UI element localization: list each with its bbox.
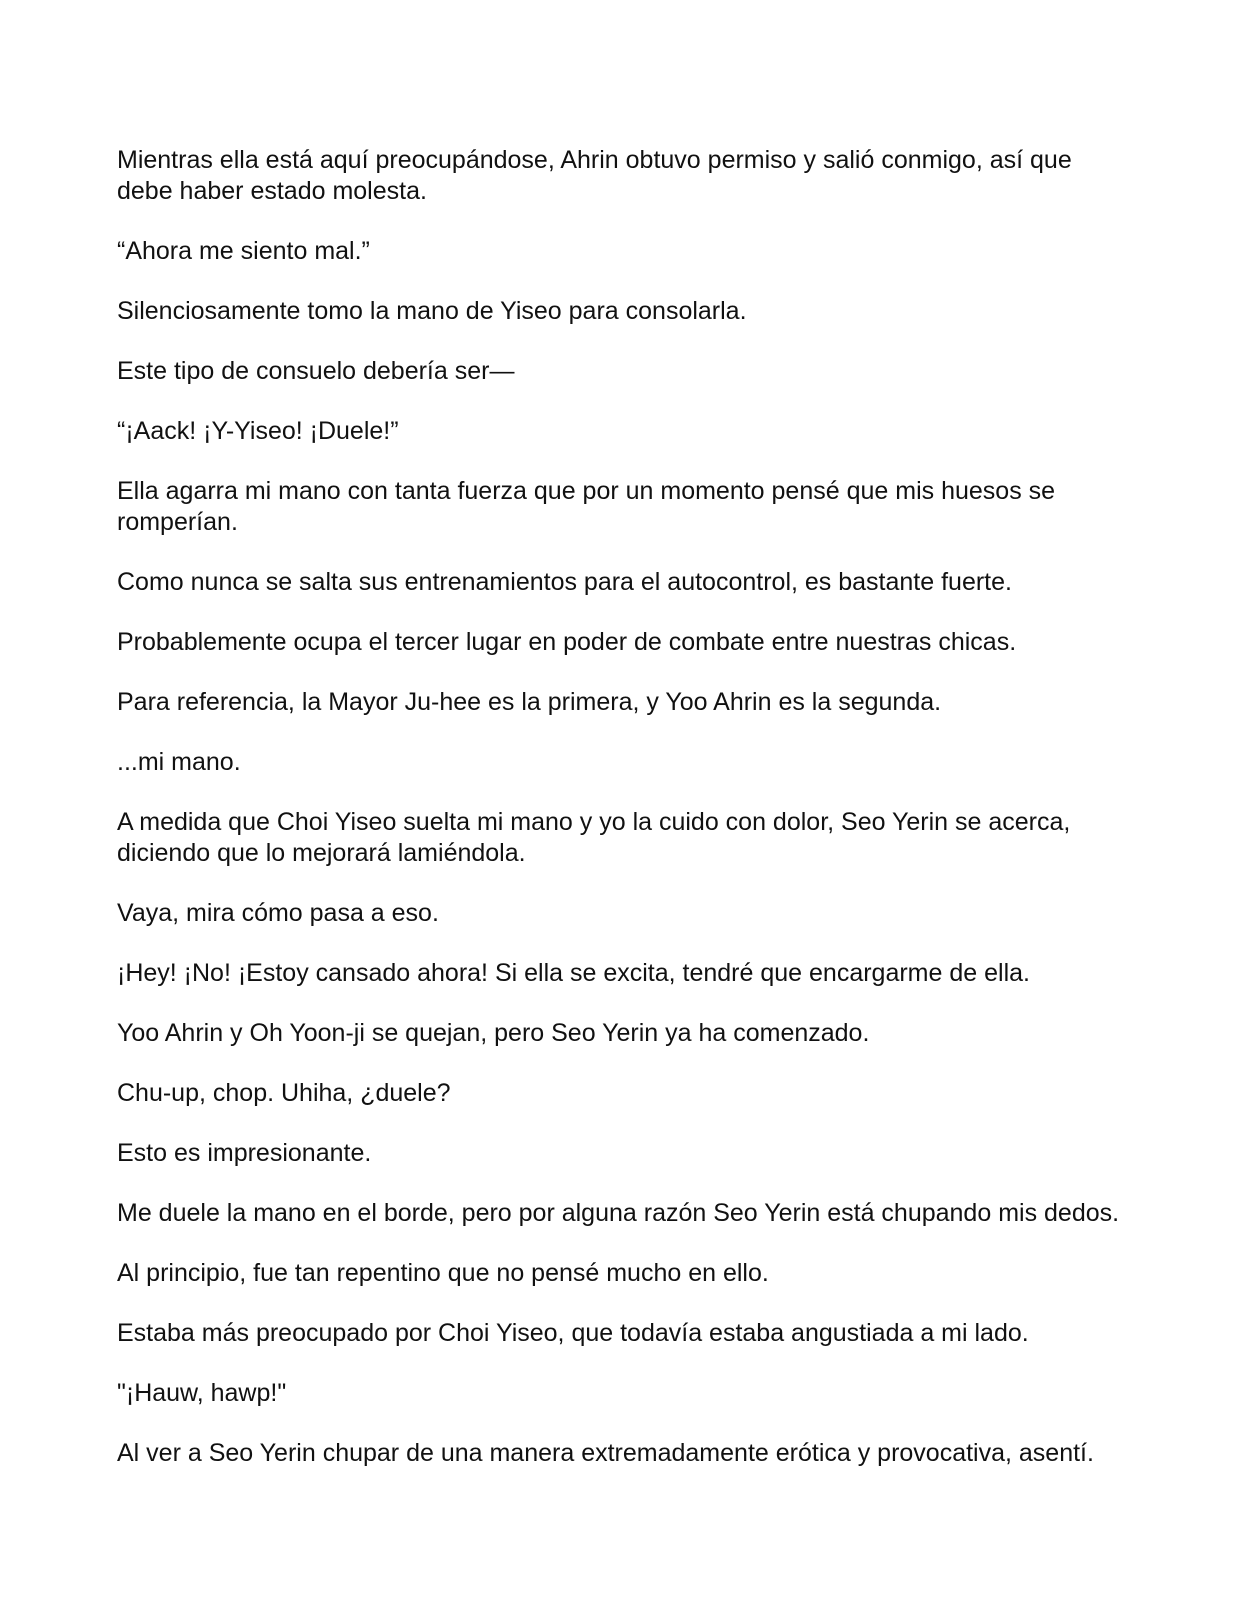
paragraph: ...mi mano. (117, 748, 241, 776)
paragraph: “¡Aack! ¡Y-Yiseo! ¡Duele!” (117, 417, 399, 445)
paragraph: Al principio, fue tan repentino que no pensé mucho en ello. (117, 1259, 769, 1287)
paragraph: Para referencia, la Mayor Ju-hee es la primera, y Yoo Ahrin es la segunda. (117, 688, 942, 716)
paragraph: Silenciosamente tomo la mano de Yiseo para consolarla. (117, 297, 747, 325)
paragraph: Chu-up, chop. Uhiha, ¿duele? (117, 1079, 451, 1107)
paragraph: Vaya, mira cómo pasa a eso. (117, 899, 439, 927)
paragraph: ¡Hey! ¡No! ¡Estoy cansado ahora! Si ella se excita, tendré que encargarme de ella. (117, 959, 1030, 987)
paragraph: Como nunca se salta sus entrenamientos para el autocontrol, es bastante fuerte. (117, 568, 1012, 596)
paragraph: Ella agarra mi mano con tanta fuerza que por un momento pensé que mis huesos se romperían. (117, 477, 1056, 536)
paragraph: "¡Hauw, hawp!" (117, 1379, 287, 1407)
body-text (117, 145, 1127, 1498)
paragraph: Estaba más preocupado por Choi Yiseo, que todavía estaba angustiada a mi lado. (117, 1319, 1029, 1347)
paragraph: Me duele la mano en el borde, pero por alguna razón Seo Yerin está chupando mis dedos. (117, 1199, 1120, 1227)
paragraph: Este tipo de consuelo debería ser— (117, 357, 515, 385)
paragraph: “Ahora me siento mal.” (117, 237, 370, 265)
paragraph: Al ver a Seo Yerin chupar de una manera extremadamente erótica y provocativa, asentí. (117, 1439, 1094, 1467)
paragraph: Probablemente ocupa el tercer lugar en poder de combate entre nuestras chicas. (117, 628, 1017, 656)
paragraph: Esto es impresionante. (117, 1139, 372, 1167)
paragraph: Yoo Ahrin y Oh Yoon-ji se quejan, pero Seo Yerin ya ha comenzado. (117, 1019, 870, 1047)
paragraph: A medida que Choi Yiseo suelta mi mano y yo la cuido con dolor, Seo Yerin se acerca, diciendo que lo mejorará lamiéndola. (117, 808, 1071, 867)
paragraph: Mientras ella está aquí preocupándose, Ahrin obtuvo permiso y salió conmigo, así que debe haber estado molesta. (117, 146, 1072, 205)
